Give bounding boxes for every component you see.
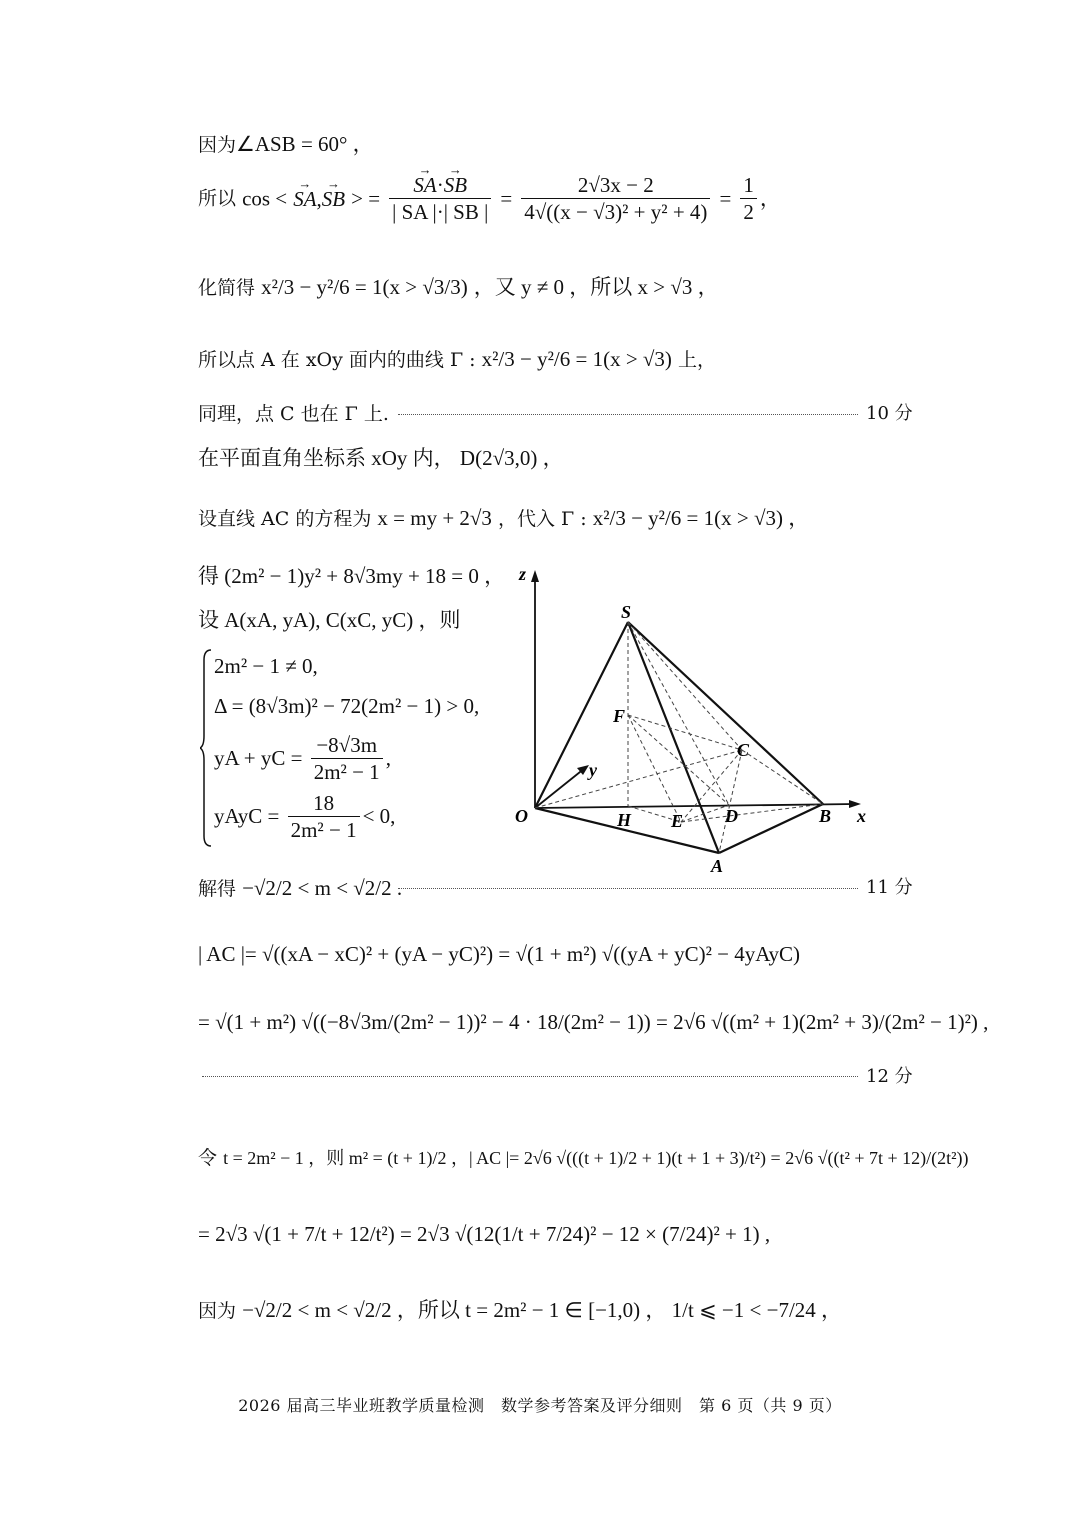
line-simplify	[198, 275, 719, 300]
text-pre: 解得	[198, 878, 237, 900]
case-3-tail: ,	[385, 746, 391, 770]
gamma-expression: x²/3 − y²/6 = 1(x > √3) ，	[592, 506, 810, 530]
line-ac-length	[198, 942, 800, 967]
page-footer: 2026 届高三毕业班教学质量检测 数学参考答案及评分细则 第 6 页（共 9 页）	[238, 1396, 842, 1415]
label-y: y	[589, 760, 597, 780]
case-4	[214, 790, 395, 843]
line-ac-equation	[198, 506, 809, 531]
label-o: O	[515, 806, 528, 826]
line-substitute-t	[198, 1146, 969, 1170]
half-den: 2	[743, 200, 754, 224]
text: 在平面直角坐标系 xOy 内， D(2√3,0) ，	[198, 446, 564, 470]
text-pre: 因为	[198, 1300, 237, 1322]
text-pre: 化简得	[198, 277, 256, 299]
line-angle-given	[198, 132, 374, 157]
text-post: 上，	[677, 349, 716, 371]
angle-expression: ∠ASB = 60° ，	[236, 132, 374, 156]
case-4-tail: < 0,	[362, 804, 396, 828]
label-s: S	[621, 602, 632, 622]
fraction-coordinates	[521, 172, 710, 225]
case-3-den: 2m² − 1	[313, 760, 380, 784]
text: 设 A(xA, yA), C(xC, yC) ，则	[198, 608, 461, 632]
m-range: −√2/2 < m < √2/2 .	[242, 876, 403, 900]
text: t = 2m² − 1 ，则 m² = (t + 1)/2 ，| AC |= 2√6 √(((t + 1)/2 + 1)(t + 1 + 3)/t²) = 2√6 √((t² + 7t + 12)/(2t²))	[223, 1148, 969, 1168]
gamma-expression: x²/3 − y²/6 = 1(x > √3)	[481, 347, 672, 371]
case-4-lhs: yAyC =	[214, 804, 280, 828]
line-quadratic	[198, 564, 505, 589]
case-4-den: 2m² − 1	[290, 818, 357, 842]
label-x: x	[857, 806, 866, 826]
case-3	[214, 732, 391, 785]
cos-label: cos <	[242, 186, 288, 211]
text-pre: 因为	[198, 134, 237, 156]
equals-2: =	[719, 186, 732, 211]
line-plane-coords	[198, 446, 564, 471]
denominator-coords: 4√((x − √3)² + y² + 4)	[524, 200, 708, 224]
y-axis	[535, 768, 585, 808]
case-4-fraction	[288, 790, 360, 843]
text: = 2√3 √(1 + 7/t + 12/t²) = 2√3 √(12(1/t + 7/24)² − 12 × (7/24)² + 1) ,	[198, 1222, 771, 1246]
half-num: 1	[740, 172, 757, 199]
comma: ,	[316, 186, 322, 211]
line-complete-square	[198, 1222, 770, 1247]
text-pre: 所以点 A 在 xOy 面内的曲线 Γ :	[198, 349, 476, 371]
label-e: E	[671, 811, 684, 831]
denominator-norms: | SA |·| SB |	[392, 200, 489, 224]
equals: =	[500, 186, 513, 211]
vector-sb: → SB	[322, 187, 345, 211]
line-solve-m	[198, 876, 402, 901]
case-3-fraction	[311, 732, 383, 785]
line-curve-gamma	[198, 347, 716, 372]
line-ac-expand	[198, 1010, 988, 1035]
case-3-num: −8√3m	[311, 732, 383, 759]
label-c: C	[737, 740, 750, 760]
case-3-lhs: yA + yC =	[214, 746, 303, 770]
brace-icon	[200, 648, 212, 848]
text-pre: 令	[198, 1147, 218, 1169]
label-a: A	[711, 856, 724, 876]
label-f: F	[613, 706, 626, 726]
score-11: 11 分	[866, 877, 913, 898]
score-12: 12 分	[866, 1066, 913, 1087]
line-cos-formula	[198, 172, 781, 236]
leader-dots-2	[398, 888, 858, 889]
label-b: B	[819, 806, 832, 826]
gt-eq: > =	[351, 186, 381, 211]
tail: ，	[759, 186, 781, 211]
line-set-points	[198, 608, 461, 633]
case-2: Δ = (8√3m)² − 72(2m² − 1) > 0,	[214, 694, 480, 718]
label-z: z	[519, 564, 527, 584]
leader-dots-1	[398, 414, 858, 415]
cases-system	[200, 648, 500, 848]
text: 得 (2m² − 1)y² + 8√3my + 18 = 0 ，	[198, 564, 506, 588]
score-10: 10 分	[866, 403, 913, 424]
case-4-num: 18	[288, 790, 360, 817]
text-pre: 所以	[198, 187, 237, 210]
text-mid: ，代入 Γ :	[497, 508, 587, 530]
label-d: D	[725, 806, 738, 826]
text: = √(1 + m²) √((−8√3m/(2m² − 1))² − 4 · 18/(2m² − 1)) = 2√6 √((m² + 1)(2m² + 3)/(2m² − 1)²) ,	[198, 1010, 989, 1034]
leader-dots-3	[202, 1076, 858, 1077]
pyramid-figure	[505, 560, 875, 880]
line-similarly-c	[198, 402, 389, 426]
z-arrow-icon	[531, 570, 539, 582]
numerator-coords: 2√3x − 2	[521, 172, 710, 199]
fraction-dot-over-norms: → $\frac{SA\cdot\to SB}{| SA |\cdot| SB |}$	[389, 172, 491, 225]
case-1: 2m² − 1 ≠ 0,	[214, 654, 318, 678]
text: −√2/2 < m < √2/2 ，所以 t = 2m² − 1 ∈ [−1,0) ， 1/t ⩽ −1 < −7/24 ，	[242, 1298, 843, 1322]
fraction-half	[740, 172, 757, 225]
label-h: H	[617, 810, 632, 830]
text: 同理，点 C 也在 Γ 上.	[198, 403, 389, 425]
text-pre: 设直线 AC 的方程为	[198, 508, 372, 530]
text: | AC |= √((xA − xC)² + (yA − yC)²) = √(1 + m²) √((yA + yC)² − 4yAyC)	[198, 942, 800, 966]
vector-sa: → SA	[293, 187, 316, 211]
line-t-range	[198, 1298, 842, 1323]
edge-sb	[628, 622, 823, 804]
line-equation: x = my + 2√3	[377, 506, 492, 530]
condition-text: ，又 y ≠ 0 ，所以 x > √3 ，	[473, 275, 719, 299]
hyperbola-expression: x²/3 − y²/6 = 1(x > √3/3)	[261, 275, 468, 299]
